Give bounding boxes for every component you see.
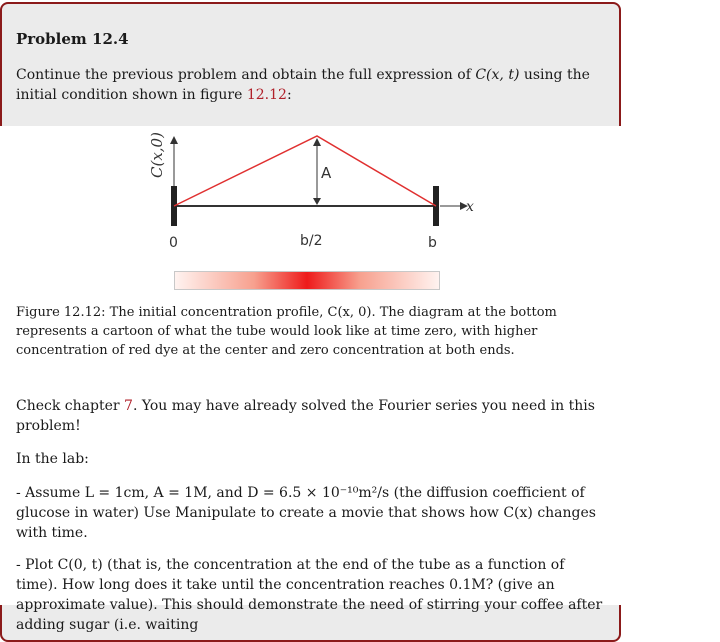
check-chapter-paragraph [16, 396, 610, 436]
amplitude-arrow-bottom-head [313, 198, 321, 205]
tick-label-b: b [428, 235, 437, 251]
lab-item-plot: - Plot C(0, t) (that is, the concentration at the end of the tube as a function of time). How long does it take until the concentration reaches 0.1M? (give an approximate value). This should demonstrate the need of stirring your coffee after adding sugar (i.e. waiting [16, 557, 603, 633]
y-axis-label: C(x,0) [148, 132, 166, 178]
lab-heading: In the lab: [16, 451, 89, 467]
tube-gradient-bar [174, 271, 440, 290]
figure-link[interactable]: 12.12 [246, 87, 287, 103]
problem-title: Problem 12.4 [16, 30, 129, 48]
lab-item-movie: - Assume L = 1cm, A = 1M, and D = 6.5 × 10⁻¹⁰m²/s (the diffusion coefficient of glucose in water) Use Manipulate to create a movie that shows how C(x) changes with time. [16, 485, 596, 541]
amplitude-arrow-top-head [313, 138, 321, 146]
check-text-2: . You may have already solved the Fourier series you need in this problem! [16, 398, 595, 434]
check-text-1: Check chapter [16, 398, 125, 414]
intro-text-1: Continue the previous problem and obtain the full expression of [16, 67, 476, 83]
x-axis-label: x [466, 199, 474, 215]
intro-text-3: : [286, 87, 292, 103]
tick-label-zero: 0 [169, 235, 178, 251]
figure-caption [16, 303, 610, 360]
caption-prefix: Figure 12.12: [16, 305, 106, 320]
concentration-diagram [0, 0, 720, 300]
intro-text-2: using the initial condition shown in figure [16, 67, 590, 103]
concentration-profile [174, 136, 436, 206]
chapter-link[interactable]: 7 [124, 398, 133, 414]
caption-text: The initial concentration profile, C(x, 0). The diagram at the bottom represents a cartoon of what the tube would look like at time zero, with higher concentration of red dye at the center and zero concentration at both ends. [16, 305, 557, 358]
amplitude-label: A [321, 164, 332, 182]
intro-expression: C(x, t) [475, 67, 520, 83]
tick-label-half: b/2 [300, 233, 323, 249]
